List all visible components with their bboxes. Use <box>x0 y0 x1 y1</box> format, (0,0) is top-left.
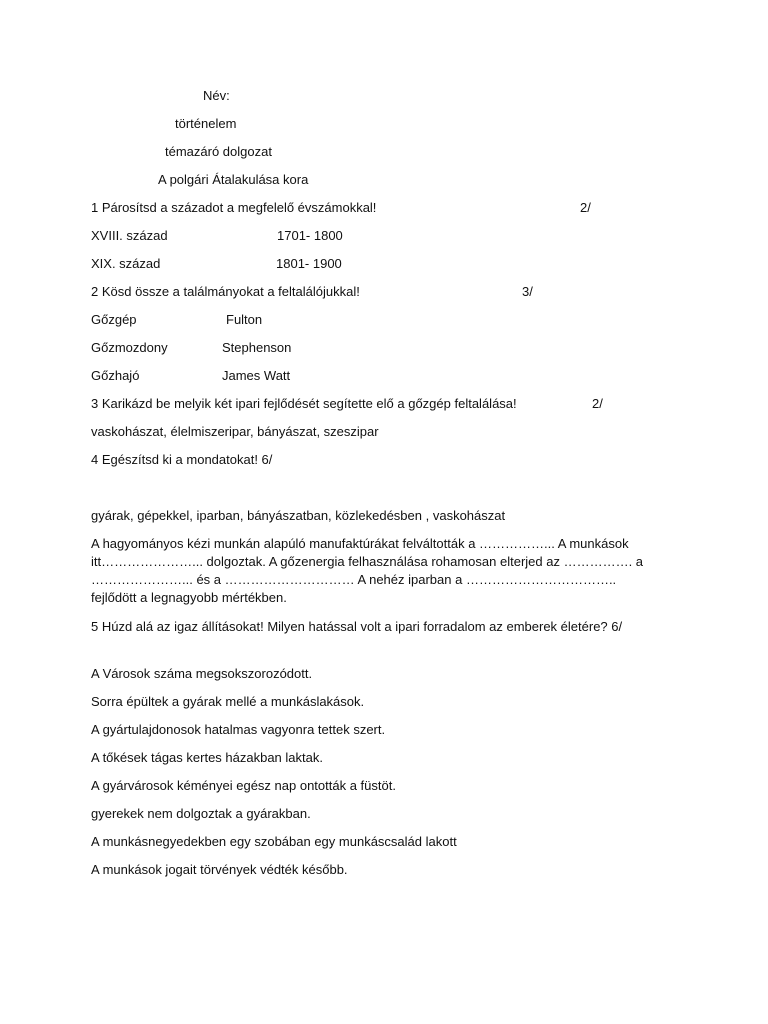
statement-item: A munkások jogait törvények védték később. <box>91 862 348 877</box>
question-4-word-bank: gyárak, gépekkel, iparban, bányászatban, közlekedésben , vaskohászat <box>91 508 506 523</box>
year-range-label: 1701- 1800 <box>277 228 343 243</box>
question-4-paragraph: A hagyományos kézi munkán alapúló manufaktúrákat felváltották a ……………... A munkások itt…………………... dolgoztak. A gőzenergia felhasználása rohamosan elterjed az ……………. a …………………... és a ………………………… A nehéz iparban a …………………………….. fejlődött a legnagyobb mértékben. <box>91 536 644 605</box>
test-type-label: témazáró dolgozat <box>165 144 272 159</box>
question-2-points: 3/ <box>522 284 533 299</box>
question-2-row <box>0 367 768 385</box>
invention-label: Gőzhajó <box>91 368 140 383</box>
statement-item: A gyártulajdonosok hatalmas vagyonra tettek szert. <box>91 722 386 737</box>
question-2-row <box>0 339 768 357</box>
inventor-label: Stephenson <box>222 340 292 355</box>
question-1-row <box>0 255 768 273</box>
question-3-title: 3 Karikázd be melyik két ipari fejlődését segítette elő a gőzgép feltalálása! <box>91 396 517 411</box>
statement-item: A Városok száma megsokszorozódott. <box>91 666 313 681</box>
statement-item: Sorra épültek a gyárak mellé a munkáslakások. <box>91 694 365 709</box>
question-2-row <box>0 311 768 329</box>
statement-item: gyerekek nem dolgoztak a gyárakban. <box>91 806 311 821</box>
question-1-points: 2/ <box>580 200 591 215</box>
statement-item: A tőkések tágas kertes házakban laktak. <box>91 750 323 765</box>
question-1-title: 1 Párosítsd a századot a megfelelő évszámokkal! <box>91 200 377 215</box>
inventor-label: James Watt <box>222 368 291 383</box>
century-label: XIX. század <box>91 256 161 271</box>
name-label: Név: <box>203 88 230 103</box>
question-1-row <box>0 227 768 245</box>
question-5-title: 5 Húzd alá az igaz állításokat! Milyen hatással volt a ipari forradalom az emberek életére? 6/ <box>91 619 623 634</box>
invention-label: Gőzmozdony <box>91 340 168 355</box>
inventor-label: Fulton <box>226 312 263 327</box>
invention-label: Gőzgép <box>91 312 137 327</box>
question-2-title: 2 Kösd össze a találmányokat a feltalálójukkal! <box>91 284 360 299</box>
year-range-label: 1801- 1900 <box>276 256 342 271</box>
statement-item: A gyárvárosok kéményei egész nap ontották a füstöt. <box>91 778 396 793</box>
question-3-options: vaskohászat, élelmiszeripar, bányászat, szeszipar <box>91 424 379 439</box>
question-3-points: 2/ <box>592 396 603 411</box>
question-4-title: 4 Egészítsd ki a mondatokat! 6/ <box>91 452 273 467</box>
subject-label: történelem <box>175 116 237 131</box>
century-label: XVIII. század <box>91 228 168 243</box>
topic-title: A polgári Átalakulása kora <box>158 172 309 187</box>
statement-item: A munkásnegyedekben egy szobában egy munkáscsalád lakott <box>91 834 457 849</box>
